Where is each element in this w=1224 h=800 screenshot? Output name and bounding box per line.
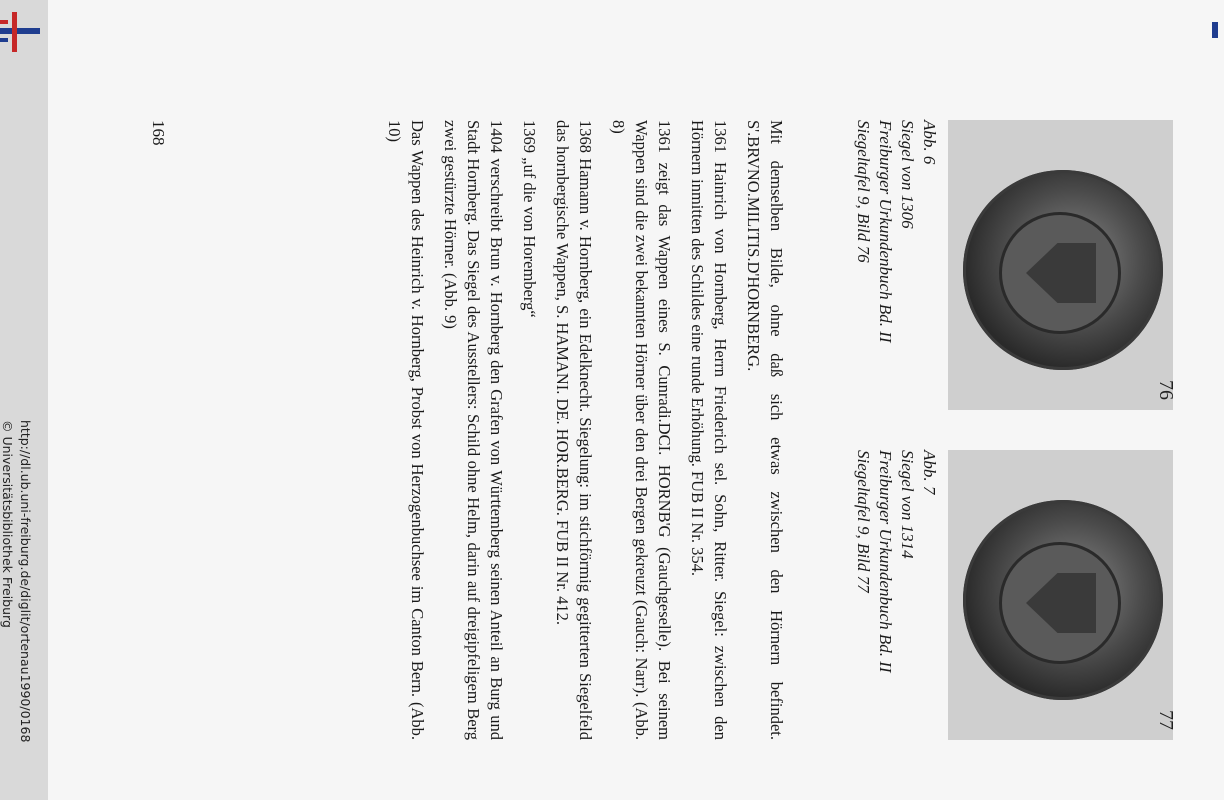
caption-line: Freiburger Urkundenbuch Bd. II bbox=[876, 450, 895, 673]
page-number: 168 bbox=[149, 120, 168, 146]
figure-seal-1306 bbox=[853, 120, 1177, 410]
caption-line: Siegeltafel 9, Bild 77 bbox=[854, 450, 873, 593]
caption-line: Freiburger Urkundenbuch Bd. II bbox=[876, 120, 895, 343]
paragraph: Mit demselben Bilde, ohne daß sich etwas zwischen den Hörnern befindet. S'.BRVNO.MILITIS.D'HORNBERG. bbox=[744, 120, 786, 740]
copyright-notice: © Universitätsbibliothek Freiburg bbox=[0, 420, 15, 628]
caption-line: Abb. 6 bbox=[920, 120, 939, 165]
viewer-sidebar bbox=[0, 0, 48, 800]
paragraph: 1361 zeigt das Wappen eines S. Cunradi.DCI. HORNB'G (Gauchgeselle). Bei seinem Wappen sind die zwei bekannten Hörner über den drei Bergen gekreuzt (Gauch: Narr). (Abb. 8) bbox=[609, 120, 674, 740]
caption-line: Abb. 7 bbox=[920, 450, 939, 495]
caption-line: Siegeltafel 9, Bild 76 bbox=[854, 120, 873, 263]
seal-image-icon bbox=[963, 170, 1163, 370]
library-logo-icon bbox=[0, 8, 42, 52]
source-url[interactable]: http://dl.ub.uni-freiburg.de/diglit/ortenau1990/0168 bbox=[18, 420, 33, 743]
figure-number: 76 bbox=[1155, 380, 1177, 400]
paragraph: 1361 Hainrich von Hornberg, Herrn Friederich sel. Sohn, Ritter. Siegel: zwischen den Hörnern inmitten des Schildes eine runde Erhöhung. FUB II Nr. 354. bbox=[688, 120, 730, 740]
figure-seal-1314 bbox=[853, 450, 1177, 740]
source-citation bbox=[0, 420, 34, 742]
figure-row bbox=[843, 120, 1177, 740]
figure-caption bbox=[852, 120, 940, 410]
page-edge-marker-icon bbox=[1212, 22, 1218, 38]
figure-caption bbox=[852, 450, 940, 740]
seal-photo bbox=[948, 120, 1177, 410]
caption-line: Siegel von 1314 bbox=[898, 450, 917, 559]
paragraph: 1368 Hamann v. Hornberg, ein Edelknecht. Siegelung: im stichförmig gegitterten Siegelfeld das hornbergische Wappen, S. HAMANI. DE. HOR.BERG. FUB II Nr. 412. bbox=[553, 120, 595, 740]
figure-number: 77 bbox=[1155, 710, 1177, 730]
paragraph: 1404 verschreibt Brun v. Hornberg den Grafen von Württemberg seinen Anteil an Burg und Stadt Hornberg. Das Siegel des Ausstellers: Schild ohne Helm, darin auf dreigipfeligem Berg zwei gestürzte Hörner. (Abb. 9) bbox=[441, 120, 506, 740]
rotated-page-content bbox=[149, 120, 1177, 740]
paragraph: 1369 „uf die von Horemberg“ bbox=[520, 120, 539, 318]
caption-line: Siegel von 1306 bbox=[898, 120, 917, 229]
body-text bbox=[373, 120, 788, 740]
scanned-page bbox=[48, 0, 1224, 800]
paragraph: Das Wappen des Heinrich v. Hornberg, Probst von Herzogenbuchsee im Canton Bern. (Abb. 10) bbox=[385, 120, 427, 740]
seal-image-icon bbox=[963, 500, 1163, 700]
seal-photo bbox=[948, 450, 1177, 740]
